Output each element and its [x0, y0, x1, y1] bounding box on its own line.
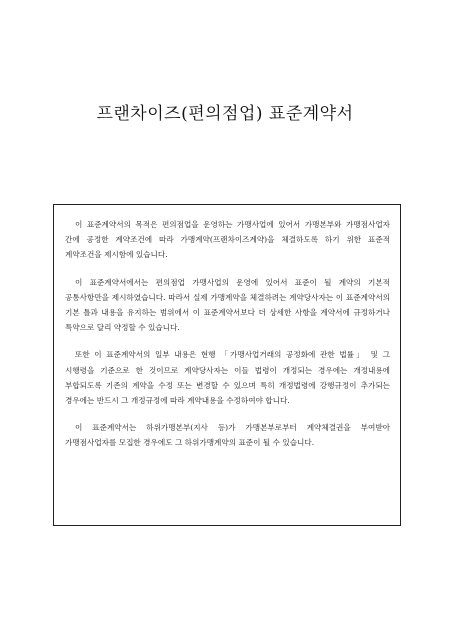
notice-paragraph-scope: 이 표준계약서에서는 편의점업 가맹사업의 운영에 있어서 표준이 될 계약의 기본적 공통사항만을 제시하였습니다. 따라서 실제 가맹계약을 체결하려는 계약당사자는 이 표준계약서의 기본 틀과 내용을 유지하는 범위에서 이 표준계약서보다 더 상세한 사항을 계약서에 규정하거나 특약으로 달리 약정할 수 있습니다. [65, 277, 390, 333]
notice-paragraph-sub-franchise: 이 표준계약서는 하위가맹본부(지사 등)가 가맹본부로부터 계약체결권을 부여받아 가맹점사업자를 모집한 경우에도 그 하위가맹계약의 표준이 될 수 있습니다. [65, 423, 390, 448]
notice-box [53, 204, 401, 526]
document-title: 프랜차이즈(편의점업) 표준계약서 [96, 104, 354, 124]
notice-paragraph-legal-basis: 또한 이 표준계약서의 일부 내용은 현행 「가맹사업거래의 공정화에 관한 법률」 및 그 시행령을 기준으로 한 것이므로 계약당사자는 이들 법령이 개정되는 경우에는 개정내용에 부합되도록 기존의 계약을 수정 또는 변경할 수 있으며 특히 개정법령에 강행규정이 추가되는 경우에는 반드시 그 개정규정에 따라 계약내용을 수정하여야 합니다. [65, 350, 390, 406]
notice-paragraph-purpose: 이 표준계약서의 목적은 편의점업을 운영하는 가맹사업에 있어서 가맹본부와 가맹점사업자 간에 공정한 계약조건에 따라 가맹계약(프랜차이즈계약)을 체결하도록 하기 위한 표준적 계약조건을 제시함에 있습니다. [65, 220, 390, 260]
